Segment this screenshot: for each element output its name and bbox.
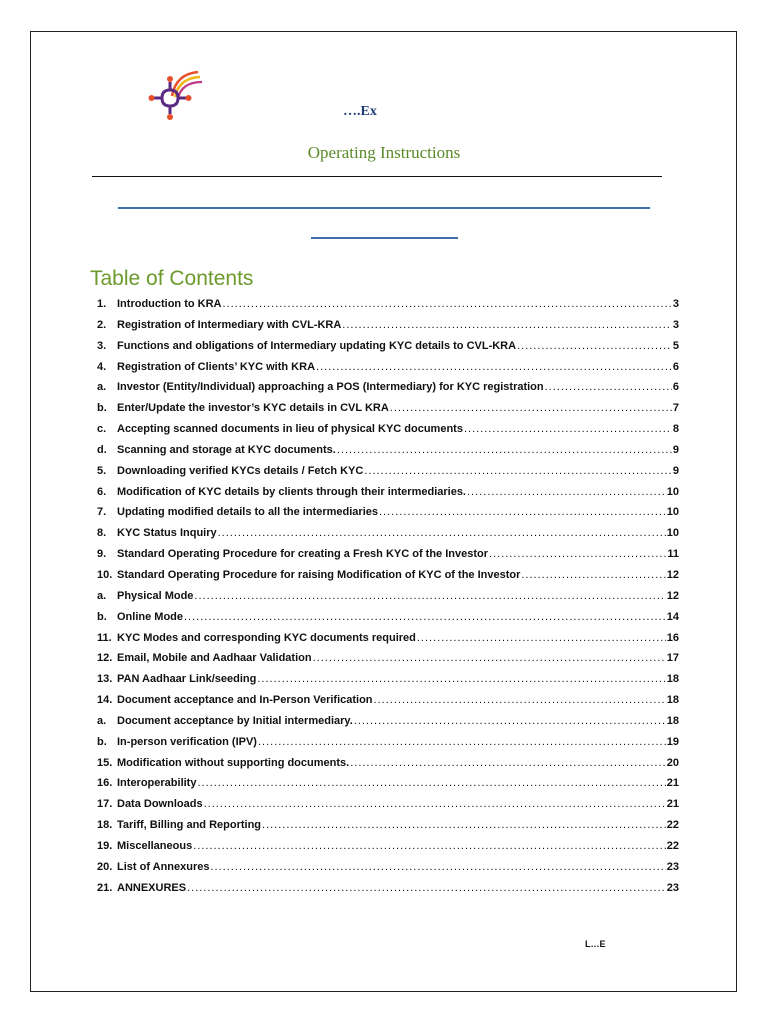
toc-dot-leader	[390, 402, 672, 414]
toc-entry-number: 18.	[97, 819, 113, 832]
toc-entry[interactable]	[97, 465, 679, 486]
toc-entry-page: 10	[666, 527, 679, 540]
toc-dot-leader	[521, 569, 665, 581]
toc-entry-page: 22	[666, 839, 679, 852]
toc-entry-number: b.	[97, 402, 107, 415]
toc-entry-page: 7	[672, 402, 679, 415]
toc-entry-title: Enter/Update the investor’s KYC details in CVL KRA	[117, 402, 389, 415]
toc-dot-leader	[517, 340, 672, 352]
toc-dot-leader	[354, 715, 666, 727]
toc-list	[97, 298, 679, 902]
toc-entry-page: 3	[672, 298, 679, 310]
toc-entry-page: 22	[666, 819, 679, 832]
toc-dot-leader	[197, 777, 665, 789]
toc-entry-title: Document acceptance and In-Person Verification	[117, 694, 373, 707]
toc-entry-number: d.	[97, 443, 107, 456]
toc-entry[interactable]	[97, 319, 679, 340]
toc-dot-leader	[218, 527, 666, 539]
toc-entry-page: 11	[667, 548, 679, 561]
toc-entry[interactable]	[97, 527, 679, 548]
toc-entry-title: Miscellaneous	[117, 839, 193, 852]
toc-entry-page: 23	[666, 881, 679, 894]
toc-dot-leader	[184, 611, 666, 623]
toc-entry-number: 15.	[97, 756, 113, 769]
toc-dot-leader	[464, 423, 672, 435]
toc-dot-leader	[374, 694, 666, 706]
toc-entry-number: 9.	[97, 548, 107, 561]
toc-entry-title: Introduction to KRA	[117, 298, 222, 310]
toc-entry-title: Registration of Clients’ KYC with KRA	[117, 360, 316, 373]
toc-entry[interactable]	[97, 777, 679, 798]
toc-entry-number: 3.	[97, 339, 107, 352]
toc-entry-number: c.	[97, 423, 107, 436]
toc-entry-title: Investor (Entity/Individual) approaching a POS (Intermediary) for KYC registration	[117, 381, 544, 394]
toc-entry-number: 11.	[97, 631, 112, 644]
toc-entry[interactable]	[97, 486, 679, 507]
toc-entry-title: Online Mode	[117, 610, 183, 623]
toc-dot-leader	[262, 819, 666, 831]
toc-entry-title: Downloading verified KYCs details / Fetch KYC	[117, 464, 364, 477]
toc-entry-number: 13.	[97, 673, 113, 686]
toc-dot-leader	[417, 632, 666, 644]
toc-entry[interactable]	[97, 423, 679, 444]
toc-entry-title: List of Annexures	[117, 860, 210, 873]
toc-entry-title: Registration of Intermediary with CVL-KRA	[117, 318, 342, 331]
toc-dot-leader	[257, 673, 665, 685]
toc-dot-leader	[364, 465, 672, 477]
toc-entry-number: 19.	[97, 839, 113, 852]
toc-entry[interactable]	[97, 673, 679, 694]
toc-entry-page: 18	[666, 694, 679, 707]
toc-entry-page: 17	[666, 652, 679, 665]
toc-entry-number: b.	[97, 610, 107, 623]
toc-entry[interactable]	[97, 694, 679, 715]
toc-entry[interactable]	[97, 611, 679, 632]
toc-entry-number: a.	[97, 714, 107, 727]
toc-entry[interactable]	[97, 569, 679, 590]
toc-entry[interactable]	[97, 361, 679, 382]
toc-entry[interactable]	[97, 340, 679, 361]
toc-dot-leader	[316, 361, 672, 373]
toc-heading: Table of Contents	[90, 267, 254, 290]
toc-entry[interactable]	[97, 861, 679, 882]
toc-entry-number: 2.	[97, 318, 107, 331]
toc-entry-title: Email, Mobile and Aadhaar Validation	[117, 652, 312, 665]
toc-entry-title: Tariff, Billing and Reporting	[117, 819, 262, 832]
company-logo-icon	[148, 68, 210, 124]
toc-entry-title: KYC Status Inquiry	[117, 527, 217, 540]
toc-dot-leader	[222, 298, 671, 310]
toc-dot-leader	[342, 319, 672, 331]
toc-entry[interactable]	[97, 444, 679, 465]
toc-entry-title: Standard Operating Procedure for raising Modification of KYC of the Investor	[117, 568, 521, 581]
toc-entry-number: 6.	[97, 485, 107, 498]
toc-entry-page: 9	[672, 464, 679, 477]
toc-entry-title: Physical Mode	[117, 589, 194, 602]
toc-entry-page: 10	[666, 506, 679, 519]
document-short-title: ….Ex	[343, 104, 377, 119]
toc-entry-number: 12.	[97, 652, 113, 665]
toc-entry-page: 16	[666, 631, 679, 644]
toc-entry[interactable]	[97, 715, 679, 736]
toc-dot-leader	[258, 736, 666, 748]
toc-entry-number: 14.	[97, 694, 113, 707]
toc-entry[interactable]	[97, 590, 679, 611]
toc-entry-number: a.	[97, 381, 107, 394]
toc-entry[interactable]	[97, 652, 679, 673]
toc-entry-page: 20	[666, 756, 679, 769]
toc-entry-number: 20.	[97, 860, 113, 873]
toc-entry-title: ANNEXURES	[117, 881, 187, 894]
toc-entry-page: 6	[672, 360, 679, 373]
toc-entry-title: Interoperability	[117, 777, 197, 790]
toc-entry-page: 21	[666, 777, 679, 790]
toc-entry-title: Functions and obligations of Intermediary updating KYC details to CVL-KRA	[117, 339, 517, 352]
toc-entry[interactable]	[97, 632, 679, 653]
toc-entry-page: 10	[666, 485, 679, 498]
toc-entry-number: 21.	[97, 881, 113, 894]
toc-entry[interactable]	[97, 882, 679, 903]
toc-dot-leader	[350, 757, 666, 769]
toc-entry[interactable]	[97, 798, 679, 819]
title-underline-long	[118, 207, 650, 209]
toc-dot-leader	[193, 840, 666, 852]
toc-dot-leader	[489, 548, 666, 560]
toc-entry-number: b.	[97, 735, 107, 748]
toc-dot-leader	[379, 506, 666, 518]
toc-dot-leader	[467, 486, 666, 498]
toc-entry-number: 10.	[97, 568, 113, 581]
toc-entry-number: 4.	[97, 360, 107, 373]
toc-entry-number: 7.	[97, 506, 107, 519]
toc-entry-title: Standard Operating Procedure for creating a Fresh KYC of the Investor	[117, 548, 489, 561]
toc-entry-number: 16.	[97, 777, 113, 790]
toc-entry-page: 18	[666, 673, 679, 686]
toc-entry-page: 12	[666, 568, 679, 581]
toc-dot-leader	[204, 798, 666, 810]
toc-entry[interactable]	[97, 840, 679, 861]
toc-dot-leader	[545, 381, 672, 393]
header-divider	[92, 176, 662, 177]
toc-entry-page: 18	[666, 714, 679, 727]
toc-entry[interactable]	[97, 736, 679, 757]
toc-entry[interactable]	[97, 381, 679, 402]
toc-entry-title: Accepting scanned documents in lieu of physical KYC documents	[117, 423, 463, 436]
toc-entry-title: Scanning and storage at KYC documents.	[117, 443, 336, 456]
toc-entry-page: 6	[672, 381, 679, 394]
toc-entry-page: 21	[666, 798, 679, 811]
toc-entry-number: 1.	[97, 298, 107, 310]
toc-entry-page: 19	[666, 735, 679, 748]
toc-entry-title: KYC Modes and corresponding KYC documents required	[117, 631, 416, 644]
toc-entry-title: PAN Aadhaar Link/seeding	[117, 673, 257, 686]
toc-dot-leader	[313, 652, 666, 664]
toc-entry-title: Modification of KYC details by clients through their intermediaries.	[117, 485, 466, 498]
toc-entry-page: 3	[672, 318, 679, 331]
toc-entry[interactable]	[97, 819, 679, 840]
toc-entry-title: Document acceptance by Initial intermediary.	[117, 714, 353, 727]
toc-entry-title: In-person verification (IPV)	[117, 735, 257, 748]
title-underline-short	[311, 237, 458, 239]
toc-entry-number: 17.	[97, 798, 113, 811]
toc-entry-page: 14	[666, 610, 679, 623]
toc-entry[interactable]	[97, 506, 679, 527]
toc-entry[interactable]	[97, 757, 679, 778]
footer-mark: L…E	[585, 939, 606, 949]
toc-entry[interactable]	[97, 298, 679, 319]
toc-dot-leader	[211, 861, 666, 873]
toc-entry-page: 12	[666, 589, 679, 602]
toc-entry-number: 8.	[97, 527, 107, 540]
document-title: Operating Instructions	[307, 143, 461, 162]
toc-entry-number: a.	[97, 589, 107, 602]
toc-entry-page: 9	[672, 443, 679, 456]
toc-dot-leader	[194, 590, 665, 602]
toc-dot-leader	[337, 444, 672, 456]
toc-entry-page: 5	[672, 339, 679, 352]
toc-entry-page: 23	[666, 860, 679, 873]
toc-entry-number: 5.	[97, 464, 107, 477]
toc-entry[interactable]	[97, 548, 679, 569]
toc-entry-page: 8	[672, 423, 679, 436]
toc-dot-leader	[187, 882, 666, 894]
toc-entry-title: Updating modified details to all the intermediaries	[117, 506, 378, 519]
toc-entry[interactable]	[97, 402, 679, 423]
toc-entry-title: Modification without supporting documents.	[117, 756, 350, 769]
toc-entry-title: Data Downloads	[117, 798, 203, 811]
